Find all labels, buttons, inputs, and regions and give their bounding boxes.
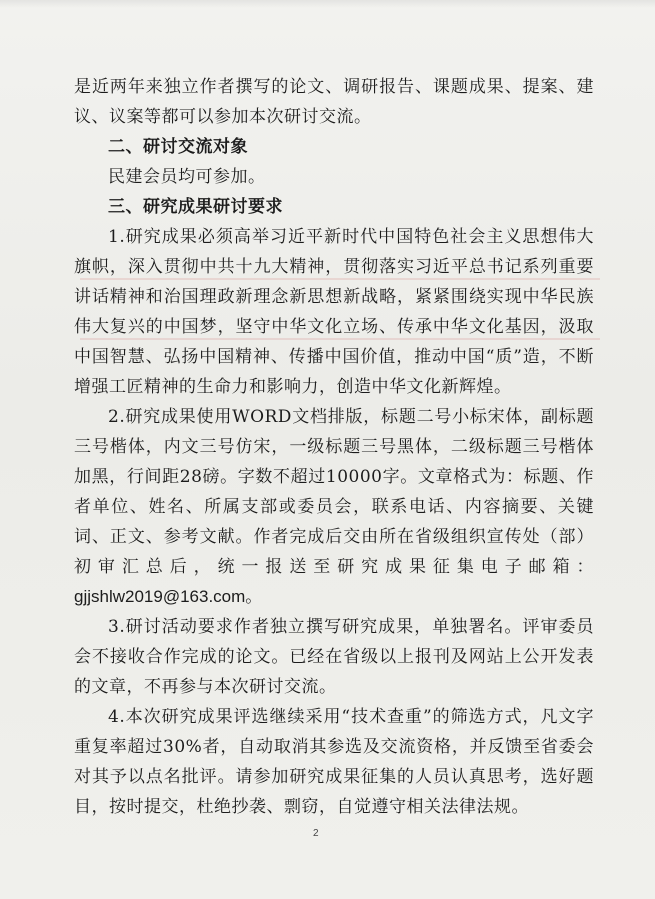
- document-body: [74, 72, 594, 822]
- scan-shadow: [0, 0, 655, 8]
- requirement-item-2: [74, 402, 594, 612]
- paragraph-continuation: 是近两年来独立作者撰写的论文、调研报告、课题成果、提案、建议、议案等都可以参加本次研讨交流。: [74, 77, 594, 127]
- requirement-item-2-text: 2.研究成果使用WORD文档排版，标题二号小标宋体，副标题三号楷体，内文三号仿宋，一级标题三号黑体，二级标题三号楷体加黑，行间距28磅。字数不超过10000字。文章格式为：标题、作者单位、姓名、所属支部或委员会，联系电话、内容摘要、关键词、正文、参考文献。作者完成后交由所在省级组织宣传处（部）初审汇总后，统一报送至研究成果征集电子邮箱：: [74, 407, 594, 577]
- submission-email: gjjshlw2019@163.com: [74, 587, 246, 606]
- requirement-item-1: 1.研究成果必须高举习近平新时代中国特色社会主义思想伟大旗帜，深入贯彻中共十九大精神，贯彻落实习近平总书记系列重要讲话精神和治国理政新理念新思想新战略，紧紧围绕实现中华民族伟大复兴的中国梦，坚守中华文化立场、传承中华文化基因，汲取中国智慧、弘扬中国精神、传播中国价值，推动中国“质”造，不断增强工匠精神的生命力和影响力，创造中华文化新辉煌。: [74, 227, 594, 397]
- requirement-item-4: 4.本次研究成果评选继续采用“技术查重”的筛选方式，凡文字重复率超过30%者，自动取消其参选及交流资格，并反馈至省委会对其予以点名批评。请参加研究成果征集的人员认真思考，选好题目，按时提交，杜绝抄袭、剽窃，自觉遵守相关法律法规。: [74, 707, 594, 817]
- page-number: 2: [313, 828, 319, 839]
- section-heading-targets: 二、研讨交流对象: [108, 137, 248, 157]
- paragraph-targets: 民建会员均可参加。: [108, 167, 266, 187]
- requirement-item-3: 3.研讨活动要求作者独立撰写研究成果，单独署名。评审委员会不接收合作完成的论文。已经在省级以上报刊及网站上公开发表的文章，不再参与本次研讨交流。: [74, 617, 594, 697]
- section-heading-requirements: 三、研究成果研讨要求: [108, 197, 283, 217]
- requirement-item-2-end: 。: [245, 587, 263, 607]
